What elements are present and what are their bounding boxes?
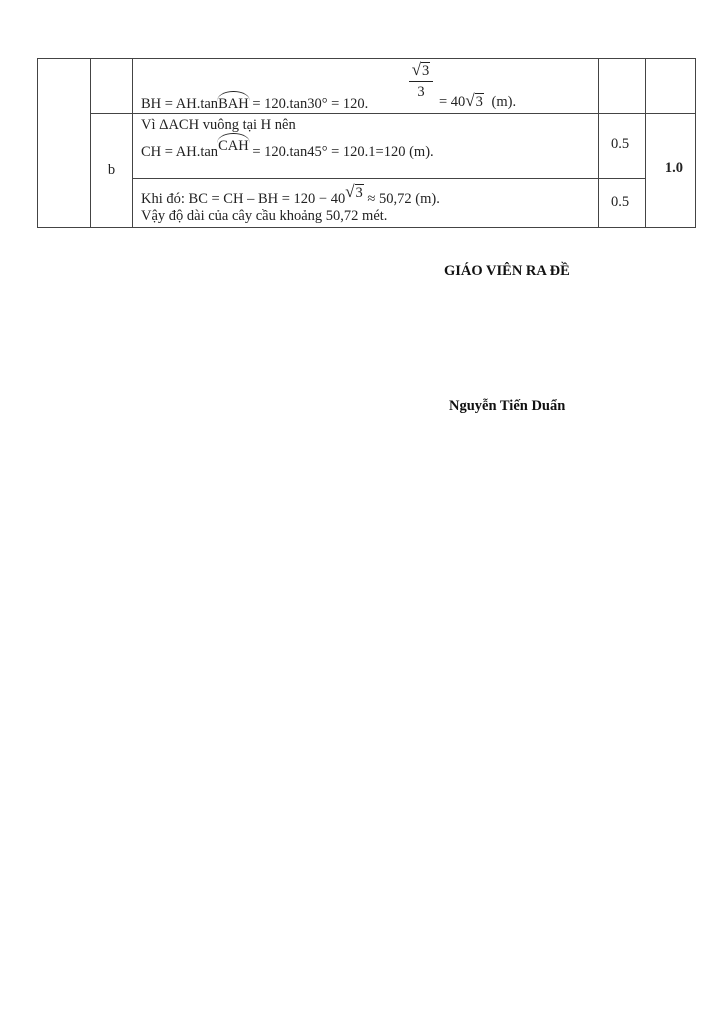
bc-formula: Khi đó: BC = CH – BH = 120 − 40√3 ≈ 50,72 (m).: [141, 182, 440, 207]
bh-result: = 40√3 (m).: [439, 91, 517, 110]
conclusion-text: Vậy độ dài của cây cầu khoảng 50,72 mét.: [141, 208, 388, 224]
cah-angle: CAH: [218, 138, 249, 154]
total-cell: [646, 114, 696, 228]
score-cell-top: [599, 59, 646, 114]
part-label: b: [107, 162, 116, 178]
score-2: 0.5: [611, 194, 630, 210]
question-cell: [38, 59, 91, 228]
signature-title: GIÁO VIÊN RA ĐỀ: [444, 263, 570, 279]
answer-table: [37, 58, 696, 228]
total-score: 1.0: [664, 160, 683, 176]
score-cell: [599, 114, 646, 228]
signature-name: Nguyễn Tiến Duẩn: [449, 398, 566, 414]
part-label-cell: [91, 114, 133, 228]
total-cell-top: [646, 59, 696, 114]
triangle-statement: Vì ΔACH vuông tại H nên: [141, 117, 296, 133]
bh-cell: [133, 59, 599, 114]
bh-formula: BH = AH.tanBAH = 120.tan30° = 120.: [141, 96, 369, 112]
solution-cell: [133, 114, 599, 228]
sqrt3-over-3-fraction: $\frac{√3}{3}$: [409, 60, 433, 101]
score-1: 0.5: [611, 136, 630, 152]
part-cell-top: [91, 59, 133, 114]
ch-formula: CH = AH.tanCAH = 120.tan45° = 120.1=120 (m).: [141, 138, 434, 160]
bah-angle: BAH: [218, 96, 249, 112]
